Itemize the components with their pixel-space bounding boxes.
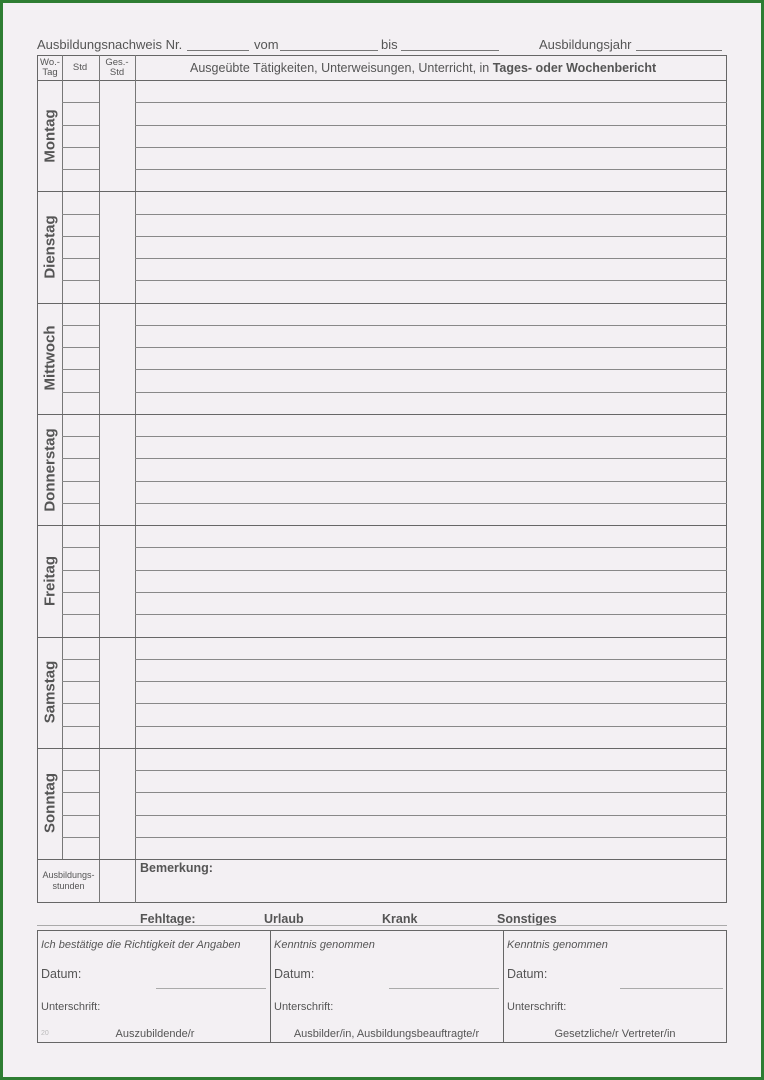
sig1-datum-label: Datum:: [41, 967, 82, 981]
activity-line-field[interactable]: [136, 793, 726, 813]
activity-line-field[interactable]: [136, 148, 726, 168]
std-cell[interactable]: [63, 103, 98, 123]
nachweis-nr-field[interactable]: [187, 50, 249, 51]
std-cell[interactable]: [63, 81, 98, 101]
ausbildungsjahr-label: Ausbildungsjahr: [539, 37, 632, 52]
std-cell[interactable]: [63, 793, 98, 813]
gesstd-cell[interactable]: [100, 638, 134, 747]
activity-line-field[interactable]: [136, 259, 726, 279]
std-cell[interactable]: [63, 237, 98, 257]
sig3-datum-field[interactable]: [620, 988, 723, 989]
sig2-datum-label: Datum:: [274, 967, 315, 981]
sig3-signature-field[interactable]: [586, 995, 723, 1017]
std-cell[interactable]: [63, 304, 98, 324]
sig3-confirm-text: Kenntnis genommen: [507, 939, 608, 951]
activity-line-field[interactable]: [136, 838, 726, 858]
std-cell[interactable]: [63, 571, 98, 591]
sig1-confirm-text: Ich bestätige die Richtigkeit der Angaben: [41, 939, 241, 951]
ausbildungsstunden-total-field[interactable]: [100, 861, 134, 901]
activity-line-field[interactable]: [136, 504, 726, 524]
activity-line-field[interactable]: [136, 526, 726, 546]
activities-title-text: Ausgeübte Tätigkeiten, Unterweisungen, Unterricht, in: [190, 61, 493, 75]
activity-line-field[interactable]: [136, 749, 726, 769]
gesstd-cell[interactable]: [100, 526, 134, 635]
day-label-dienstag: Dienstag: [41, 215, 59, 279]
activity-line-field[interactable]: [136, 304, 726, 324]
sig2-datum-field[interactable]: [389, 988, 499, 989]
sig2-unterschrift-label: Unterschrift:: [274, 1001, 334, 1013]
ausbildungsstunden-label: Ausbildungs- stunden: [42, 870, 95, 891]
footer-number: 20: [41, 1030, 49, 1037]
std-cell[interactable]: [63, 259, 98, 279]
sig2-role-label: Ausbilder/in, Ausbildungsbeauftragte/r: [293, 1028, 480, 1040]
activity-line-field[interactable]: [136, 237, 726, 257]
bemerkung-field[interactable]: [136, 878, 726, 902]
activity-line-field[interactable]: [136, 103, 726, 123]
activity-line-field[interactable]: [136, 704, 726, 724]
std-cell[interactable]: [63, 771, 98, 791]
std-cell[interactable]: [63, 526, 98, 546]
gesstd-cell[interactable]: [100, 304, 134, 413]
col-header-wotag: Wo.- Tag: [40, 57, 60, 78]
activity-line-field[interactable]: [136, 459, 726, 479]
std-cell[interactable]: [63, 749, 98, 769]
vom-date-field[interactable]: [280, 50, 378, 51]
nachweis-label: Ausbildungsnachweis Nr.: [37, 37, 183, 52]
std-cell[interactable]: [63, 281, 98, 301]
std-cell[interactable]: [63, 215, 98, 235]
activity-line-field[interactable]: [136, 215, 726, 235]
day-label-mittwoch: Mittwoch: [41, 325, 59, 391]
bis-label: bis: [381, 37, 398, 52]
sig3-role-label: Gesetzliche/r Vertreter/in: [554, 1028, 676, 1040]
gesstd-cell[interactable]: [100, 415, 134, 524]
std-cell[interactable]: [63, 638, 98, 658]
std-cell[interactable]: [63, 393, 98, 413]
activity-line-field[interactable]: [136, 393, 726, 413]
sig1-role-label: Auszubildende/r: [115, 1028, 195, 1040]
activity-line-field[interactable]: [136, 548, 726, 568]
sig3-datum-label: Datum:: [507, 967, 548, 981]
gesstd-cell[interactable]: [100, 749, 134, 858]
std-cell[interactable]: [63, 593, 98, 613]
activity-line-field[interactable]: [136, 482, 726, 502]
activity-line-field[interactable]: [136, 727, 726, 747]
activity-line-field[interactable]: [136, 81, 726, 101]
std-cell[interactable]: [63, 348, 98, 368]
std-cell[interactable]: [63, 437, 98, 457]
ausbildungsjahr-field[interactable]: [636, 50, 722, 51]
day-separator: [37, 859, 727, 860]
std-cell[interactable]: [63, 682, 98, 702]
gesstd-cell[interactable]: [100, 81, 134, 190]
activity-line-field[interactable]: [136, 682, 726, 702]
activity-line-field[interactable]: [136, 192, 726, 212]
activity-line-field[interactable]: [136, 170, 726, 190]
col-header-std: Std: [72, 62, 88, 73]
std-cell[interactable]: [63, 615, 98, 635]
activity-line-field[interactable]: [136, 638, 726, 658]
activity-line-field[interactable]: [136, 593, 726, 613]
activity-line-field[interactable]: [136, 571, 726, 591]
fehltage-label: Fehltage:: [140, 912, 196, 926]
day-label-montag: Montag: [41, 109, 59, 163]
activities-title-bold: Tages- oder Wochenbericht: [492, 61, 657, 75]
std-cell[interactable]: [63, 660, 98, 680]
activity-line-field[interactable]: [136, 415, 726, 435]
activity-line-field[interactable]: [136, 126, 726, 146]
activity-line-field[interactable]: [136, 370, 726, 390]
std-cell[interactable]: [63, 126, 98, 146]
activities-column-title: [190, 61, 656, 75]
bemerkung-label: Bemerkung:: [140, 861, 213, 875]
sig1-signature-field[interactable]: [120, 995, 265, 1017]
urlaub-label: Urlaub: [264, 912, 304, 926]
signature-divider-2: [503, 930, 504, 1043]
krank-label: Krank: [382, 912, 418, 926]
sig1-datum-field[interactable]: [156, 988, 266, 989]
std-cell[interactable]: [63, 326, 98, 346]
activity-line-field[interactable]: [136, 771, 726, 791]
absence-row-line: [37, 925, 727, 926]
std-cell[interactable]: [63, 838, 98, 858]
std-cell[interactable]: [63, 192, 98, 212]
col-header-gesstd: Ges.- Std: [105, 57, 129, 78]
activity-line-field[interactable]: [136, 348, 726, 368]
std-cell[interactable]: [63, 148, 98, 168]
std-cell[interactable]: [63, 370, 98, 390]
activity-line-field[interactable]: [136, 816, 726, 836]
std-cell[interactable]: [63, 704, 98, 724]
bis-date-field[interactable]: [401, 50, 499, 51]
activity-line-field[interactable]: [136, 615, 726, 635]
std-cell[interactable]: [63, 482, 98, 502]
activity-line-field[interactable]: [136, 281, 726, 301]
std-cell[interactable]: [63, 816, 98, 836]
std-cell[interactable]: [63, 727, 98, 747]
activity-line-field[interactable]: [136, 326, 726, 346]
std-cell[interactable]: [63, 548, 98, 568]
std-cell[interactable]: [63, 170, 98, 190]
std-cell[interactable]: [63, 415, 98, 435]
signature-divider-1: [270, 930, 271, 1043]
day-label-freitag: Freitag: [41, 555, 59, 607]
std-cell[interactable]: [63, 459, 98, 479]
vom-label: vom: [254, 37, 279, 52]
day-label-samstag: Samstag: [41, 660, 59, 724]
day-label-sonntag: Sonntag: [41, 773, 59, 833]
gesstd-cell[interactable]: [100, 192, 134, 301]
sig3-unterschrift-label: Unterschrift:: [507, 1001, 567, 1013]
day-label-donnerstag: Donnerstag: [41, 428, 59, 512]
activity-line-field[interactable]: [136, 660, 726, 680]
sig2-confirm-text: Kenntnis genommen: [274, 939, 375, 951]
sig1-unterschrift-label: Unterschrift:: [41, 1001, 101, 1013]
std-cell[interactable]: [63, 504, 98, 524]
activity-line-field[interactable]: [136, 437, 726, 457]
sonstiges-label: Sonstiges: [497, 912, 557, 926]
sig2-signature-field[interactable]: [353, 995, 498, 1017]
